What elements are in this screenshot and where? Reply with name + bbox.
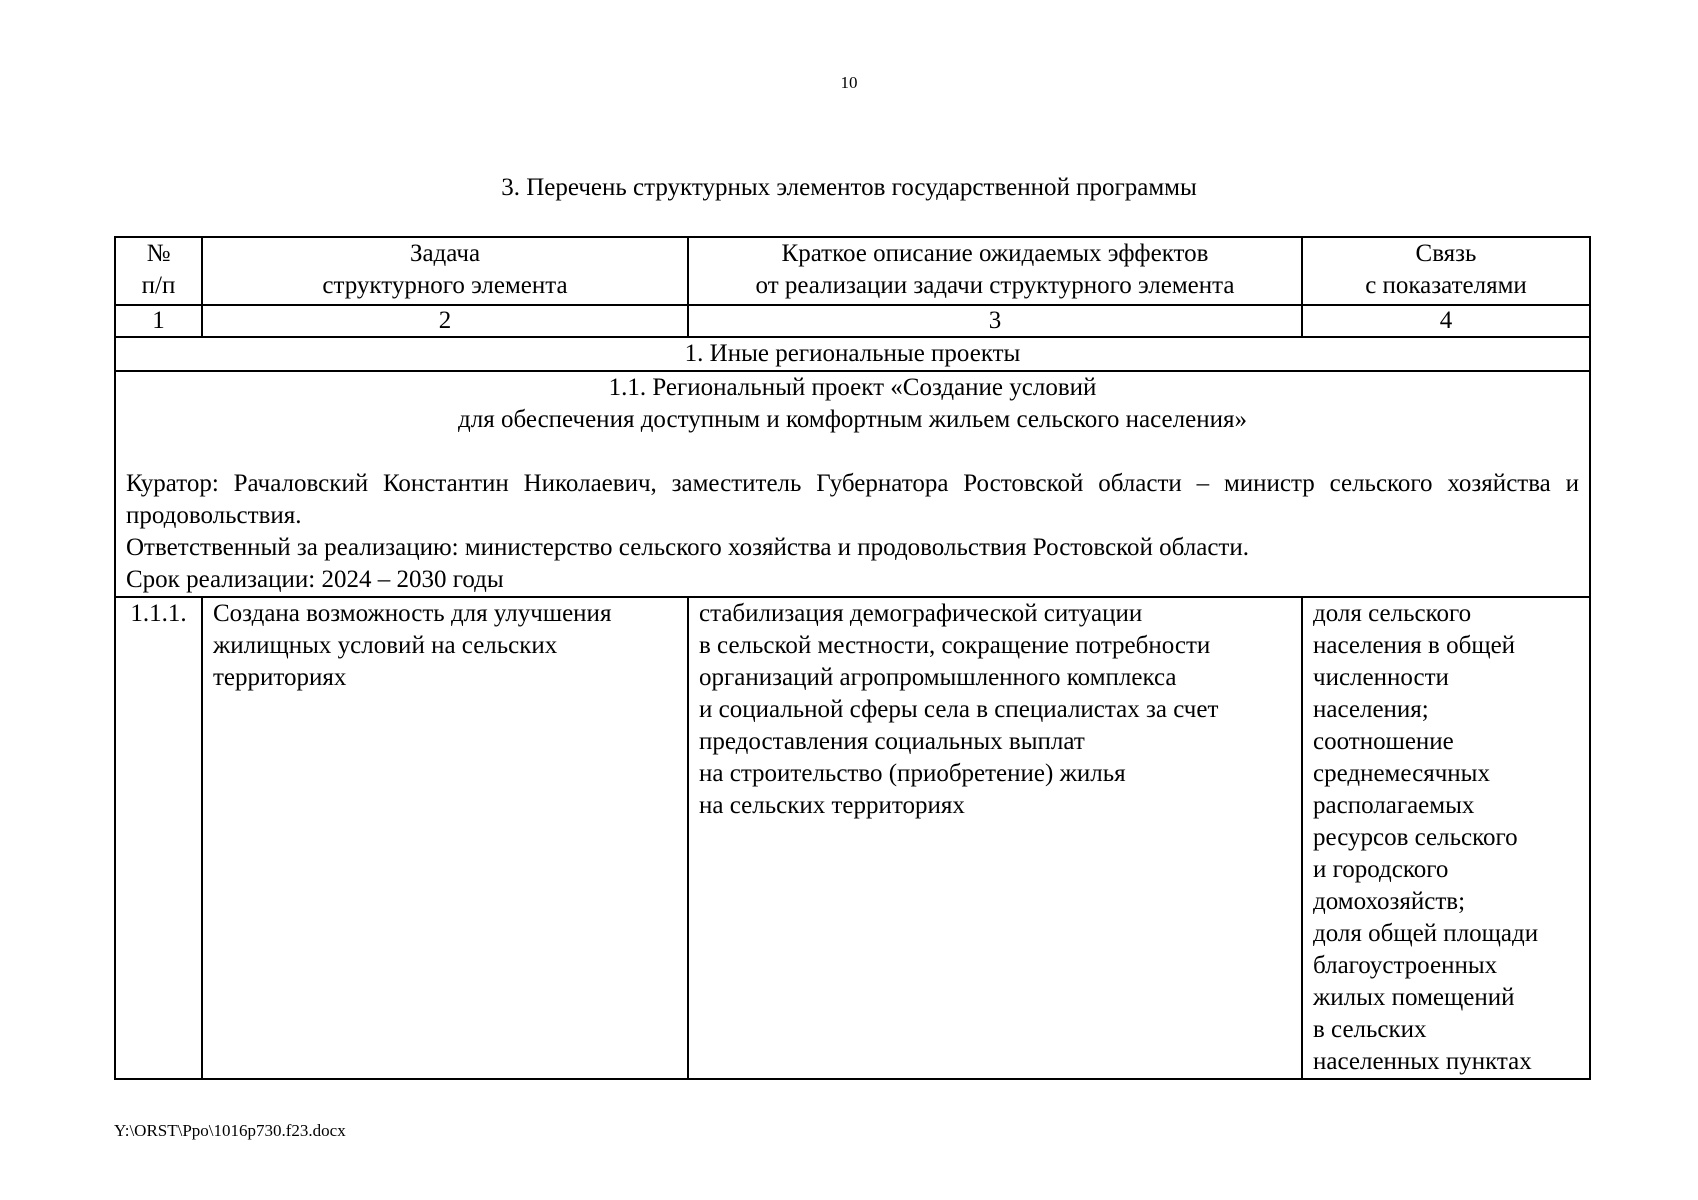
header-col-effects: Краткое описание ожидаемых эффектов от реализации задачи структурного элемента [688,237,1302,305]
header-col-task: Задача структурного элемента [202,237,688,305]
row-task: Создана возможность для улучшения жилищных условий на сельских территориях [202,597,688,1079]
page-number: 10 [840,73,858,92]
section-row [115,337,1590,371]
structural-elements-table [114,236,1591,1080]
header-col-number: № п/п [115,237,202,305]
column-number: 3 [688,305,1302,337]
column-number: 4 [1302,305,1590,337]
table-header-row [115,237,1590,305]
document-title: 3. Перечень структурных элементов государственной программы [501,174,1197,201]
project-info-cell [115,371,1590,597]
project-curator: Куратор: Рачаловский Константин Николаевич, заместитель Губернатора Ростовской области – министр сельского хозяйства и продовольствия. [126,470,1579,529]
column-numbers-row [115,305,1590,337]
project-term: Срок реализации: 2024 – 2030 годы [126,566,504,593]
row-number: 1.1.1. [115,597,202,1079]
project-responsible: Ответственный за реализацию: министерство сельского хозяйства и продовольствия Ростовской области. [126,534,1249,561]
column-number: 2 [202,305,688,337]
row-indicators: доля сельского населения в общей численности населения; соотношение среднемесячных располагаемых ресурсов сельского и городского домохозяйств; доля общей площади благоустроенных жилых помещений в сельских населенных пунктах [1302,597,1590,1079]
project-title-line: 1.1. Региональный проект «Создание условий [608,374,1097,401]
column-number: 1 [115,305,202,337]
project-title-line: для обеспечения доступным и комфортным жильем сельского населения» [458,406,1247,433]
project-row [115,371,1590,597]
section-title: 1. Иные региональные проекты [115,337,1590,371]
table-row [115,597,1590,1079]
file-path-footer: Y:\ORST\Ppo\1016p730.f23.docx [114,1121,346,1140]
header-col-indicators: Связь с показателями [1302,237,1590,305]
row-effects: стабилизация демографической ситуации в сельской местности, сокращение потребности организаций агропромышленного комплекса и социальной сферы села в специалистах за счет предоставления социальных выплат на строительство (приобретение) жилья на сельских территориях [688,597,1302,1079]
